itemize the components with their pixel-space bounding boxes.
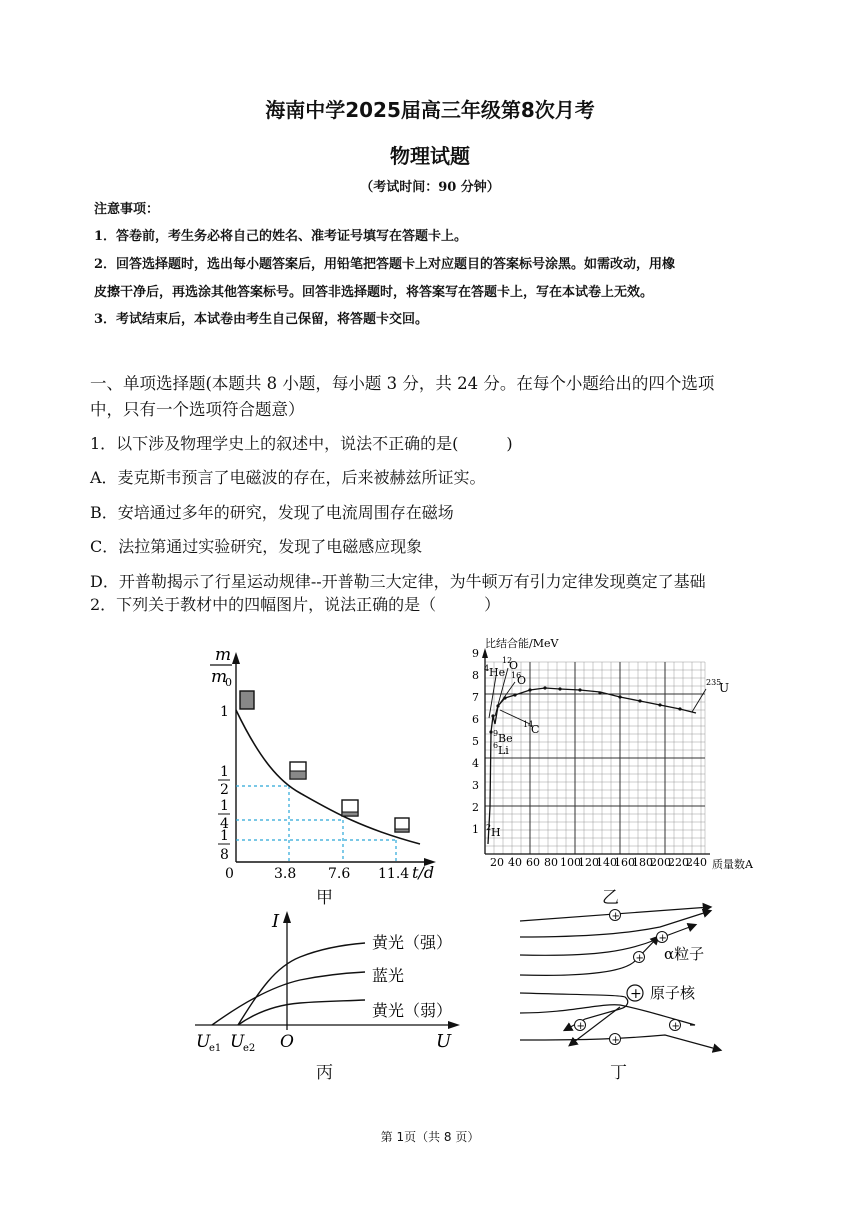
origin-label: O (280, 1032, 294, 1052)
figure-label-bing: 丙 (316, 1063, 333, 1083)
o12-sup: 12 (502, 656, 513, 665)
x-title: 质量数A (712, 858, 753, 871)
y-tick: 4 (472, 757, 479, 770)
figure-ding (510, 895, 740, 1060)
curve-blue (212, 972, 365, 1025)
curve-label-blue: 蓝光 (372, 966, 405, 985)
y-tick: 6 (472, 713, 479, 726)
y-tick: 3 (472, 779, 479, 792)
x-tick: 3.8 (274, 866, 297, 882)
c-label: C (531, 723, 540, 736)
figure-label-jia: 甲 (316, 888, 333, 908)
y-tick: 9 (472, 647, 479, 660)
plus: + (671, 1021, 680, 1032)
note-item: 1．答卷前，考生务必将自己的姓名、准考证号填写在答题卡上。 (94, 229, 468, 244)
x-label: U (436, 1031, 452, 1052)
y-title: 比结合能/MeV (485, 637, 559, 650)
section-heading-cont: 中，只有一个选项符合题意） (90, 400, 305, 419)
curve-yellow-weak (238, 1000, 365, 1025)
he-label: He (489, 666, 506, 679)
x-tick: 80 (544, 856, 558, 869)
o12-label: O (509, 659, 519, 672)
x-tick: 0 (225, 866, 234, 882)
curve-label-strong: 黄光（强） (372, 933, 453, 952)
note-item: 2．回答选择题时，选出每小题答案后，用铅笔把答题卡上对应题目的答案标号涂黑。如需改动，用橡 (94, 257, 676, 272)
y-label-num: m (215, 645, 232, 665)
nucleus-label: 原子核 (650, 984, 696, 1002)
h-sup: 2 (486, 823, 492, 832)
plus: + (576, 1021, 585, 1032)
figure-yi (460, 632, 780, 882)
ue2-sub: e2 (243, 1043, 256, 1054)
decay-curve (236, 710, 420, 844)
sample-box-1 (240, 691, 254, 709)
y-tick: 8 (220, 847, 229, 863)
exam-time: （考试时间：90 分钟） (360, 180, 500, 195)
y-tick: 1 (220, 704, 229, 720)
sample-box-2 (290, 762, 306, 779)
o16-sup: 16 (511, 671, 522, 680)
x-tick: 11.4 (378, 866, 410, 882)
h-label: H (491, 826, 501, 839)
he-sup: 4 (484, 664, 490, 673)
school-title: 海南中学2025届高三年级第8次月考 (265, 98, 595, 122)
figure-label-yi: 乙 (602, 888, 619, 908)
note-item: 3．考试结束后，本试卷由考生自己保留，将答题卡交回。 (94, 312, 429, 327)
li-sup: 6 (493, 741, 499, 750)
curve-yellow-strong (238, 943, 365, 1025)
plus: + (630, 986, 642, 1002)
note-item: 皮擦干净后，再选涂其他答案标号。回答非选择题时，将答案写在答题卡上，写在本试卷上无效。 (94, 285, 654, 300)
x-tick: 60 (526, 856, 540, 869)
u-label: U (719, 681, 730, 695)
y-label-den: m (211, 667, 228, 687)
x-label: t/d (412, 863, 435, 882)
nucleus (627, 985, 643, 1002)
x-tick: 180 (632, 856, 653, 869)
page-footer: 第 1页（共 8 页） (380, 1130, 480, 1144)
plus: + (611, 911, 620, 922)
figure-bing (190, 905, 470, 1055)
y-tick: 2 (220, 782, 229, 798)
x-tick: 240 (686, 856, 707, 869)
notes-heading: 注意事项： (94, 202, 160, 217)
x-tick: 220 (668, 856, 689, 869)
u-sup: 235 (706, 678, 722, 687)
figure-label-ding: 丁 (610, 1063, 627, 1083)
y-tick: 5 (472, 735, 479, 748)
y-tick: 2 (472, 801, 479, 814)
q1-option-a: A．麦克斯韦预言了电磁波的存在，后来被赫兹所证实。 (90, 468, 486, 487)
be-label: Be (498, 732, 513, 745)
y-tick: 1 (220, 798, 229, 814)
y-label: I (272, 911, 280, 932)
y-tick: 8 (472, 669, 479, 682)
x-tick: 7.6 (328, 866, 351, 882)
y-tick: 1 (220, 828, 229, 844)
plus: + (635, 953, 644, 964)
x-tick: 100 (560, 856, 581, 869)
figure-jia (200, 640, 450, 890)
sample-box-4 (395, 818, 409, 832)
plus: + (658, 933, 667, 944)
q1-option-b: B．安培通过多年的研究，发现了电流周围存在磁场 (90, 503, 454, 522)
x-tick: 160 (614, 856, 635, 869)
q1-option-c: C．法拉第通过实验研究，发现了电磁感应现象 (90, 537, 423, 556)
x-tick: 120 (578, 856, 599, 869)
y-tick: 1 (220, 764, 229, 780)
sample-box-3 (342, 800, 358, 816)
y-tick: 7 (472, 691, 479, 704)
ue2-label: U (230, 1032, 245, 1052)
curve-label-weak: 黄光（弱） (372, 1001, 453, 1020)
x-tick: 140 (596, 856, 617, 869)
c-sup: 14 (523, 720, 534, 729)
ue1-sub: e1 (209, 1043, 222, 1054)
x-tick: 20 (490, 856, 504, 869)
x-tick: 40 (508, 856, 522, 869)
x-tick: 200 (650, 856, 671, 869)
be-sup: 9 (493, 729, 499, 738)
y-tick: 4 (220, 816, 229, 832)
alpha-particles (575, 910, 681, 1047)
q1-stem: 1．以下涉及物理学史上的叙述中，说法不正确的是( ) (90, 434, 513, 453)
q1-option-d: D．开普勒揭示了行星运动规律--开普勒三大定律，为牛顿万有引力定律发现奠定了基础 (90, 572, 706, 591)
plus: + (611, 1035, 620, 1046)
q2-stem: 2．下列关于教材中的四幅图片，说法正确的是（ ） (90, 595, 501, 614)
y-label-sub: 0 (225, 676, 232, 689)
o16-label: O (517, 674, 527, 687)
section-heading: 一、单项选择题(本题共 8 小题，每小题 3 分，共 24 分。在每个小题给出的四个选项 (90, 374, 715, 393)
subject-title: 物理试题 (390, 144, 470, 168)
y-tick: 1 (472, 823, 479, 836)
alpha-label: α粒子 (664, 945, 705, 963)
ue1-label: U (196, 1032, 211, 1052)
li-label: Li (498, 744, 509, 757)
